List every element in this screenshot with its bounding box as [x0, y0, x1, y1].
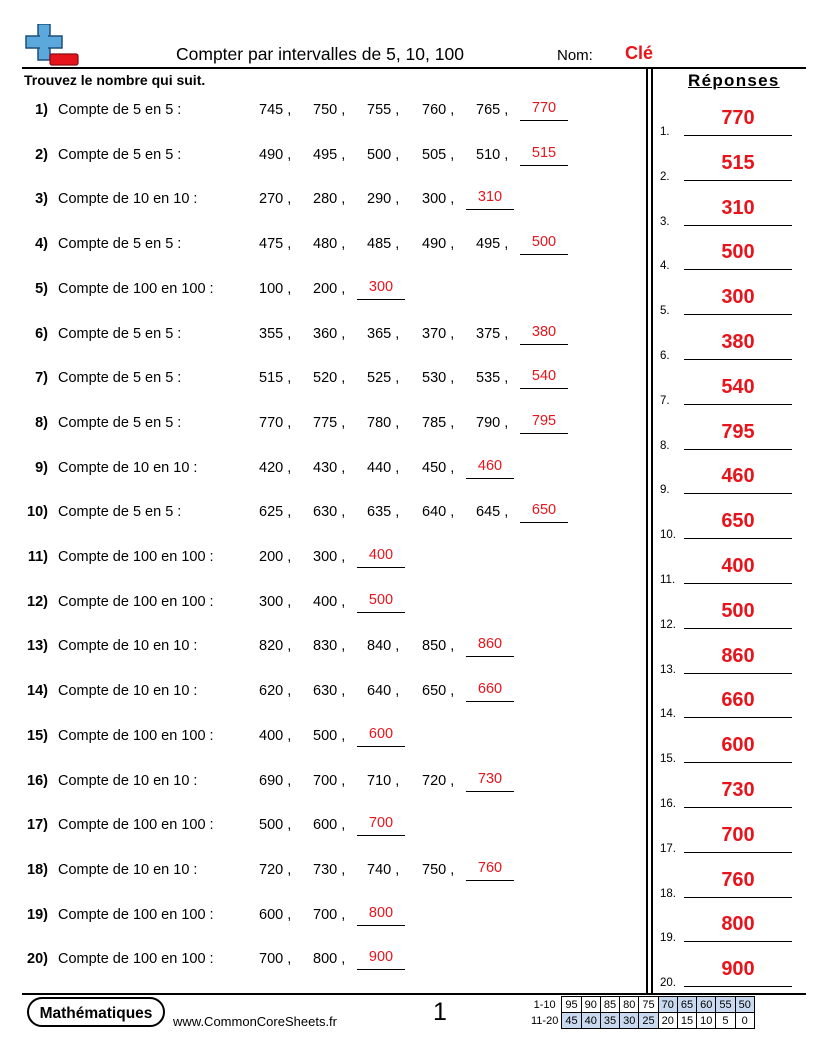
answer-blank[interactable]: 540 — [520, 368, 568, 389]
problem-label: Compte de 100 en 100 : — [58, 951, 214, 968]
sequence-number: 630 , — [313, 683, 346, 700]
answer-key-row — [657, 690, 797, 720]
problem-label: Compte de 5 en 5 : — [58, 325, 182, 342]
sequence-number: 760 , — [422, 102, 455, 118]
answer-key-row — [657, 198, 797, 228]
answer-key-row — [657, 870, 797, 900]
answers-heading: Réponses — [688, 71, 780, 90]
problem-row — [0, 370, 640, 396]
sequence-number: 645 , — [476, 504, 509, 521]
answer-number: 16. — [660, 798, 676, 810]
score-cell: 75 — [639, 997, 658, 1013]
sequence-number: 520 , — [313, 370, 346, 387]
score-cell: 0 — [735, 1013, 754, 1029]
answer-value: 730 — [684, 779, 792, 808]
sequence-number: 100 , — [259, 280, 292, 297]
sequence-number: 730 , — [313, 861, 346, 878]
sequence-number: 640 , — [367, 683, 400, 700]
score-cell: 30 — [620, 1013, 639, 1029]
problem-row — [0, 725, 640, 754]
answer-value: 760 — [684, 869, 792, 898]
answer-value: 500 — [684, 241, 792, 270]
answer-blank[interactable]: 400 — [357, 547, 405, 568]
answer-number: 20. — [660, 977, 676, 990]
sequence-number: 620 , — [259, 683, 292, 700]
sequence-number: 700 , — [259, 951, 292, 968]
problem-row — [0, 591, 640, 620]
column-divider — [646, 69, 648, 993]
instruction-text: Trouvez le nombre qui suit. — [24, 72, 206, 88]
sequence-number: 790 , — [476, 414, 509, 431]
answer-number: 4. — [660, 260, 670, 273]
problem-label: Compte de 10 en 10 : — [58, 861, 198, 878]
answer-number: 7. — [660, 394, 670, 407]
sequence-number: 270 , — [259, 191, 292, 208]
answer-value: 650 — [684, 510, 792, 539]
problem-label: Compte de 100 en 100 : — [58, 817, 214, 834]
sequence-number: 600 , — [259, 906, 292, 923]
sequence-number: 820 , — [259, 638, 292, 655]
sequence-number: 495 , — [313, 146, 346, 163]
answer-blank[interactable]: 795 — [520, 413, 568, 434]
answer-value: 770 — [684, 107, 792, 136]
sequence-number: 375 , — [476, 325, 509, 342]
sequence-number: 430 , — [313, 459, 346, 476]
sequence-number: 500 , — [259, 817, 292, 834]
sequence-number: 480 , — [313, 236, 346, 253]
sequence-number: 420 , — [259, 459, 292, 476]
answer-blank[interactable]: 650 — [520, 502, 568, 523]
page-number: 1 — [433, 998, 447, 1026]
sequence-number: 475 , — [259, 236, 292, 253]
name-label: Nom: — [557, 47, 593, 64]
problem-number: 8) — [35, 414, 48, 431]
problem-row — [0, 859, 640, 888]
page-title: Compter par intervalles de 5, 10, 100 — [176, 44, 464, 64]
sequence-number: 785 , — [422, 414, 455, 431]
sequence-number: 525 , — [367, 370, 400, 387]
sequence-number: 530 , — [422, 370, 455, 387]
answer-blank[interactable]: 380 — [520, 324, 568, 345]
answer-blank[interactable]: 515 — [520, 145, 568, 166]
sequence-number: 755 , — [367, 102, 400, 118]
answer-value: 500 — [684, 600, 792, 629]
problem-row — [0, 323, 640, 352]
answer-number: 6. — [660, 350, 670, 362]
sequence-number: 200 , — [313, 280, 346, 297]
answer-key-row — [657, 422, 797, 452]
problem-row — [0, 191, 640, 217]
answer-value: 660 — [684, 689, 792, 718]
answer-value: 300 — [684, 286, 792, 315]
plus-minus-logo-icon — [24, 24, 80, 68]
problem-row — [0, 549, 640, 575]
problem-row — [0, 102, 640, 128]
answer-key-row — [657, 959, 797, 989]
answer-key-row — [657, 556, 797, 586]
sequence-number: 750 , — [313, 102, 346, 118]
sequence-number: 800 , — [313, 951, 346, 968]
answer-blank[interactable]: 860 — [466, 636, 514, 657]
problem-number: 17) — [27, 817, 48, 834]
answer-key-row — [657, 735, 797, 765]
sequence-number: 690 , — [259, 772, 292, 789]
problem-label: Compte de 10 en 10 : — [58, 683, 198, 700]
score-cell: 90 — [581, 997, 600, 1013]
problem-label: Compte de 5 en 5 : — [58, 504, 182, 521]
score-cell: 55 — [716, 997, 735, 1013]
sequence-number: 300 , — [422, 191, 455, 208]
score-table — [528, 996, 755, 1029]
problem-label: Compte de 10 en 10 : — [58, 772, 198, 789]
problem-number: 16) — [27, 772, 48, 789]
sequence-number: 505 , — [422, 146, 455, 163]
answer-value: 400 — [684, 555, 792, 584]
answer-number: 2. — [660, 170, 670, 183]
sequence-number: 370 , — [422, 325, 455, 342]
answer-blank[interactable]: 500 — [520, 234, 568, 255]
sequence-number: 850 , — [422, 638, 455, 655]
problem-label: Compte de 5 en 5 : — [58, 146, 182, 163]
answer-number: 18. — [660, 887, 676, 900]
problem-label: Compte de 100 en 100 : — [58, 727, 214, 744]
answer-blank[interactable]: 700 — [357, 815, 405, 836]
score-cell: 70 — [658, 997, 677, 1013]
problem-number: 5) — [35, 280, 48, 297]
sequence-number: 770 , — [259, 414, 292, 431]
score-cell: 35 — [600, 1013, 619, 1029]
problem-label: Compte de 100 en 100 : — [58, 593, 214, 610]
score-cell: 45 — [562, 1013, 581, 1029]
answer-number: 17. — [660, 842, 676, 855]
footer-divider — [22, 993, 806, 995]
answer-number: 9. — [660, 484, 670, 497]
sequence-number: 625 , — [259, 504, 292, 521]
problem-number: 4) — [35, 236, 48, 253]
problem-label: Compte de 10 en 10 : — [58, 191, 198, 208]
problem-label: Compte de 5 en 5 : — [58, 370, 182, 387]
problem-row — [0, 817, 640, 843]
sequence-number: 780 , — [367, 414, 400, 431]
sequence-number: 200 , — [259, 549, 292, 565]
sequence-number: 490 , — [422, 236, 455, 253]
sequence-number: 500 , — [367, 146, 400, 163]
problem-row — [0, 278, 640, 307]
answer-key-row — [657, 511, 797, 541]
answer-key-row — [657, 914, 797, 944]
score-row — [528, 1013, 754, 1029]
problem-number: 18) — [27, 861, 48, 878]
score-cell: 95 — [562, 997, 581, 1013]
sequence-number: 840 , — [367, 638, 400, 655]
sequence-number: 830 , — [313, 638, 346, 655]
sequence-number: 720 , — [259, 861, 292, 878]
problem-row — [0, 951, 640, 977]
answer-number: 10. — [660, 529, 676, 542]
problem-number: 6) — [35, 325, 48, 342]
problem-row — [0, 457, 640, 486]
problem-label: Compte de 5 en 5 : — [58, 236, 182, 253]
answer-key-row — [657, 646, 797, 676]
answer-value: 460 — [684, 465, 792, 494]
sequence-number: 450 , — [422, 459, 455, 476]
answer-value: 540 — [684, 376, 792, 405]
name-value: Clé — [625, 43, 654, 63]
problem-label: Compte de 10 en 10 : — [58, 459, 198, 476]
sequence-number: 710 , — [367, 772, 400, 789]
answer-number: 8. — [660, 439, 670, 452]
problem-number: 7) — [35, 370, 48, 387]
problem-number: 10) — [27, 504, 48, 521]
sequence-number: 300 , — [259, 593, 292, 610]
score-cell: 50 — [735, 997, 754, 1013]
problem-number: 1) — [35, 102, 48, 118]
problem-number: 12) — [27, 593, 48, 610]
answer-value: 380 — [684, 331, 792, 360]
sequence-number: 650 , — [422, 683, 455, 700]
answer-number: 3. — [660, 215, 670, 228]
sequence-number: 485 , — [367, 236, 400, 253]
answer-number: 1. — [660, 126, 670, 138]
score-cell: 65 — [677, 997, 696, 1013]
problem-label: Compte de 10 en 10 : — [58, 638, 198, 655]
answer-blank[interactable]: 760 — [466, 860, 514, 881]
sequence-number: 630 , — [313, 504, 346, 521]
problem-number: 11) — [27, 549, 48, 565]
problem-row — [0, 236, 640, 262]
sequence-number: 745 , — [259, 102, 292, 118]
problem-row — [0, 504, 640, 530]
sequence-number: 635 , — [367, 504, 400, 521]
answer-blank[interactable]: 500 — [357, 592, 405, 613]
answer-key-row — [657, 601, 797, 631]
problem-row — [0, 638, 640, 664]
sequence-number: 290 , — [367, 191, 400, 208]
answer-key-row — [657, 377, 797, 407]
answer-key-row — [657, 108, 797, 138]
problem-row — [0, 683, 640, 709]
answer-value: 515 — [684, 152, 792, 181]
answer-blank[interactable]: 460 — [466, 458, 514, 479]
sequence-number: 515 , — [259, 370, 292, 387]
sequence-number: 750 , — [422, 861, 455, 878]
answer-key-row — [657, 825, 797, 855]
answer-value: 700 — [684, 824, 792, 853]
answer-blank[interactable]: 730 — [466, 771, 514, 792]
score-cell: 80 — [620, 997, 639, 1013]
problem-label: Compte de 5 en 5 : — [58, 414, 182, 431]
answer-number: 19. — [660, 932, 676, 945]
score-cell: 10 — [697, 1013, 716, 1029]
sequence-number: 400 , — [313, 593, 346, 610]
answer-number: 13. — [660, 663, 676, 676]
answer-key-row — [657, 332, 797, 362]
score-cell: 60 — [697, 997, 716, 1013]
answer-blank[interactable]: 300 — [357, 279, 405, 300]
problem-row — [0, 412, 640, 441]
footer-url: www.CommonCoreSheets.fr — [173, 1014, 337, 1029]
problem-label: Compte de 100 en 100 : — [58, 906, 214, 923]
score-cell: 5 — [716, 1013, 735, 1029]
answer-value: 600 — [684, 734, 792, 763]
score-cell: 25 — [639, 1013, 658, 1029]
sequence-number: 740 , — [367, 861, 400, 878]
problem-row — [0, 904, 640, 933]
answer-value: 860 — [684, 645, 792, 674]
sequence-number: 510 , — [476, 146, 509, 163]
sequence-number: 640 , — [422, 504, 455, 521]
answer-value: 900 — [684, 958, 792, 987]
score-row-label: 1-10 — [533, 998, 556, 1011]
sequence-number: 700 , — [313, 772, 346, 789]
answer-blank[interactable]: 600 — [357, 726, 405, 747]
problem-number: 3) — [35, 191, 48, 208]
answer-number: 14. — [660, 708, 676, 721]
sequence-number: 440 , — [367, 459, 400, 476]
sequence-number: 535 , — [476, 370, 509, 387]
sequence-number: 490 , — [259, 146, 292, 163]
answer-key-row — [657, 242, 797, 272]
problem-number: 14) — [27, 683, 48, 700]
sequence-number: 500 , — [313, 727, 346, 744]
sequence-number: 300 , — [313, 549, 346, 565]
answer-key-row — [657, 466, 797, 496]
answer-number: 12. — [660, 618, 676, 631]
sequence-number: 495 , — [476, 236, 509, 253]
sequence-number: 365 , — [367, 325, 400, 342]
column-divider — [651, 69, 653, 993]
problem-label: Compte de 100 en 100 : — [58, 280, 214, 297]
answer-blank[interactable]: 310 — [466, 189, 514, 210]
answer-blank[interactable]: 900 — [357, 949, 405, 970]
answer-number: 5. — [660, 305, 670, 318]
subject-badge: Mathématiques — [27, 997, 165, 1027]
answer-value: 800 — [684, 913, 792, 942]
answer-blank[interactable]: 660 — [466, 681, 514, 702]
problem-number: 13) — [27, 638, 48, 655]
answer-blank[interactable]: 800 — [357, 905, 405, 926]
score-cell: 20 — [658, 1013, 677, 1029]
problem-number: 20) — [27, 951, 48, 968]
answer-value: 310 — [684, 197, 792, 226]
score-cell: 40 — [581, 1013, 600, 1029]
sequence-number: 355 , — [259, 325, 292, 342]
sequence-number: 720 , — [422, 772, 455, 789]
answer-blank[interactable]: 770 — [520, 100, 568, 121]
problem-number: 15) — [27, 727, 48, 744]
problem-number: 19) — [27, 906, 48, 923]
sequence-number: 765 , — [476, 102, 509, 118]
sequence-number: 400 , — [259, 727, 292, 744]
answer-key-row — [657, 287, 797, 317]
problem-row — [0, 770, 640, 799]
answer-number: 11. — [660, 574, 676, 586]
score-row-label: 11-20 — [531, 1014, 559, 1027]
problem-label: Compte de 5 en 5 : — [58, 102, 182, 118]
answer-key-row — [657, 780, 797, 810]
sequence-number: 360 , — [313, 325, 346, 342]
score-row — [528, 997, 754, 1013]
answer-key-row — [657, 153, 797, 183]
header-divider — [22, 67, 806, 69]
sequence-number: 775 , — [313, 414, 346, 431]
score-cell: 85 — [600, 997, 619, 1013]
sequence-number: 700 , — [313, 906, 346, 923]
problem-label: Compte de 100 en 100 : — [58, 549, 214, 565]
problem-number: 2) — [35, 146, 48, 163]
sequence-number: 280 , — [313, 191, 346, 208]
answer-value: 795 — [684, 421, 792, 450]
answer-number: 15. — [660, 753, 676, 766]
score-cell: 15 — [677, 1013, 696, 1029]
sequence-number: 600 , — [313, 817, 346, 834]
problem-row — [0, 144, 640, 173]
problem-number: 9) — [35, 459, 48, 476]
